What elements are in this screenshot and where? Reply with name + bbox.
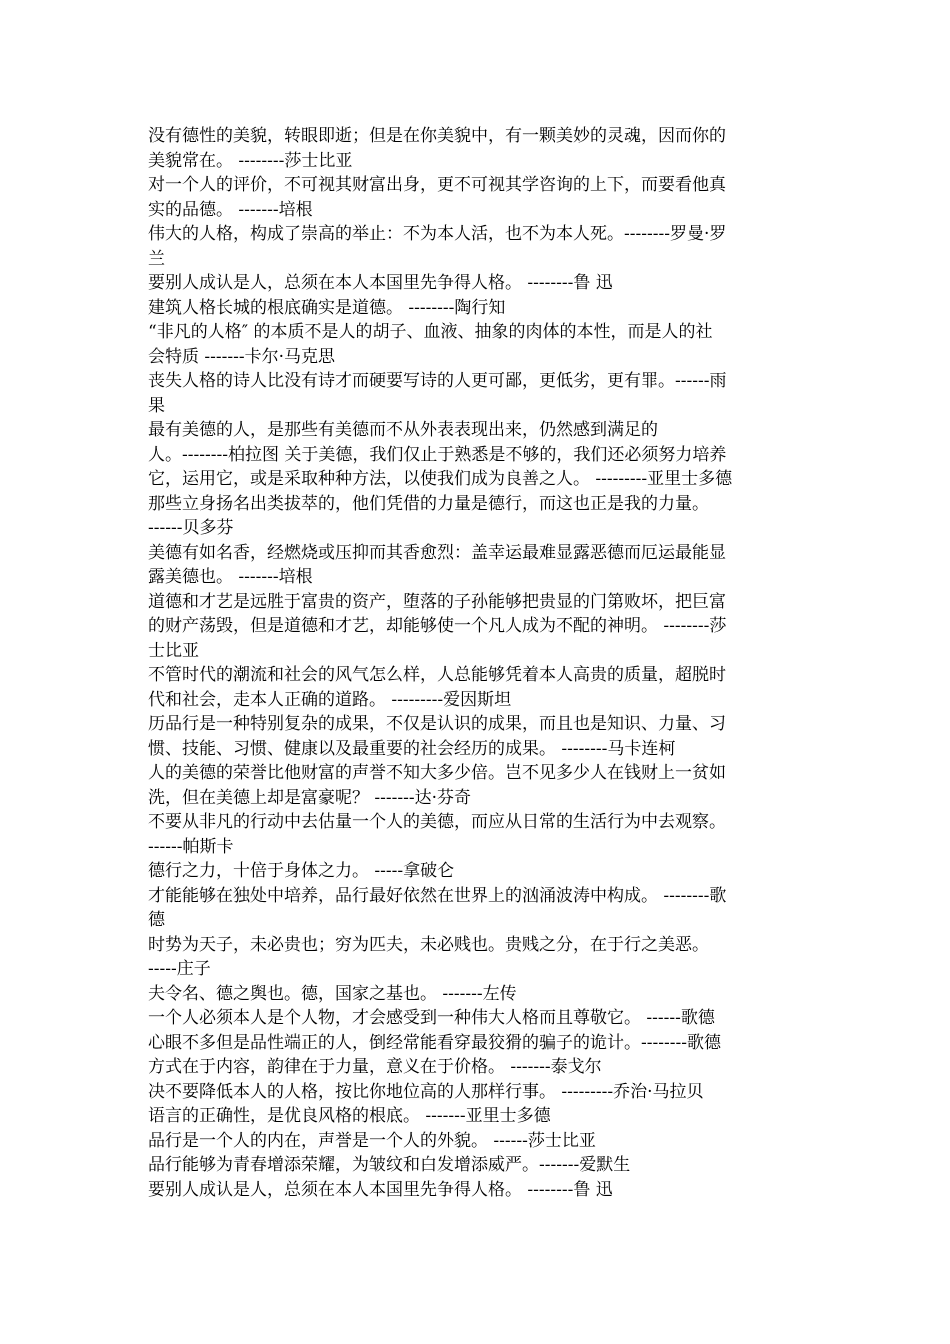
text-line: 要别人成认是人，总须在本人本国里先争得人格。 --------鲁 迅 <box>148 273 613 293</box>
text-line: 才能能够在独处中培养，品行最好依然在世界上的汹涌波涛中构成。 --------歌 <box>148 885 727 906</box>
text-line: 洗，但在美德上却是富豪呢？ -------达·芬奇 <box>148 787 472 808</box>
text-line: 不要从非凡的行动中去估量一个人的美德，而应从日常的生活行为中去观察。 <box>148 812 726 832</box>
text-line: 人。--------柏拉图 关于美德，我们仅止于熟悉是不够的，我们还必须努力培养 <box>148 444 727 465</box>
text-line: 决不要降低本人的人格，按比你地位高的人那样行事。 ---------乔治·马拉贝 <box>148 1081 704 1102</box>
text-line: 时势为天子，未必贵也；穷为匹夫，未必贱也。贵贱之分，在于行之美恶。 <box>148 934 709 955</box>
text-line: 人的美德的荣誉比他财富的声誉不知大多少倍。岂不见多少人在钱财上一贫如 <box>148 763 726 783</box>
text-line: 会特质 -------卡尔·马克思 <box>148 346 336 367</box>
text-line: 果 <box>148 395 165 416</box>
text-line: 历品行是一种特别复杂的成果，不仅是认识的成果，而且也是知识、力量、习 <box>148 714 726 734</box>
text-line: 德 <box>148 910 165 930</box>
text-line: 要别人成认是人，总须在本人本国里先争得人格。 --------鲁 迅 <box>148 1179 613 1200</box>
text-line: 方式在于内容，韵律在于力量，意义在于价格。 -------泰戈尔 <box>148 1057 602 1077</box>
text-line: 兰 <box>148 248 165 269</box>
text-line: 德行之力，十倍于身体之力。 -----拿破仑 <box>148 861 455 881</box>
text-line: “非凡的人格″ 的本质不是人的胡子、血液、抽象的肉体的本性，而是人的社 <box>148 322 713 342</box>
text-line: 语言的正确性，是优良风格的根底。 -------亚里士多德 <box>148 1106 551 1126</box>
text-line: 的财产荡毁，但是道德和才艺，却能够使一个凡人成为不配的神明。 --------莎 <box>148 616 727 636</box>
text-line: 丧失人格的诗人比没有诗才而硬要写诗的人更可鄙，更低劣，更有罪。------雨 <box>148 371 727 391</box>
text-line: 那些立身扬名出类拔萃的，他们凭借的力量是德行，而这也正是我的力量。 <box>148 493 709 514</box>
text-line: 美德有如名香，经燃烧或压抑而其香愈烈：盖幸运最难显露恶德而厄运最能显 <box>148 542 726 563</box>
text-line: 心眼不多但是品性端正的人，倒经常能看穿最狡猾的骗子的诡计。--------歌德 <box>148 1032 721 1053</box>
text-line: 伟大的人格，构成了崇高的举止：不为本人活，也不为本人死。--------罗曼·罗 <box>148 224 727 244</box>
text-line: 最有美德的人，是那些有美德而不从外表表现出来，仍然感到满足的 <box>148 420 658 440</box>
text-line: 美貌常在。 --------莎士比亚 <box>148 150 353 171</box>
text-line: ------贝多芬 <box>148 518 234 538</box>
text-line: 夫令名、德之舆也。德，国家之基也。 -------左传 <box>148 983 517 1004</box>
text-line: 实的品德。 -------培根 <box>148 199 313 220</box>
text-line: ------帕斯卡 <box>148 836 234 857</box>
quote-text-body <box>148 124 808 1202</box>
text-line: 它，运用它，或是采取种种方法，以使我们成为良善之人。 ---------亚里士多德 <box>148 469 733 489</box>
text-line: 惯、技能、习惯、健康以及最重要的社会经历的成果。 --------马卡连柯 <box>148 738 676 759</box>
text-line: 建筑人格长城的根底确实是道德。 --------陶行知 <box>148 297 506 318</box>
text-line: 士比亚 <box>148 640 199 661</box>
text-line: 露美德也。 -------培根 <box>148 567 313 587</box>
text-line: 道德和才艺是远胜于富贵的资产，堕落的子孙能够把贵显的门第败坏，把巨富 <box>148 591 726 612</box>
text-line: -----庄子 <box>148 959 211 979</box>
text-line: 品行能够为青春增添荣耀，为皱纹和白发增添威严。-------爱默生 <box>148 1155 631 1175</box>
text-line: 不管时代的潮流和社会的风气怎么样，人总能够凭着本人高贵的质量，超脱时 <box>148 665 726 685</box>
text-line: 一个人必须本人是个人物，才会感受到一种伟大人格而且尊敬它。 ------歌德 <box>148 1008 715 1028</box>
text-line: 代和社会，走本人正确的道路。 ---------爱因斯坦 <box>148 689 512 710</box>
text-line: 没有德性的美貌，转眼即逝；但是在你美貌中，有一颗美妙的灵魂，因而你的 <box>148 126 726 146</box>
text-line: 对一个人的评价，不可视其财富出身，更不可视其学咨询的上下，而要看他真 <box>148 175 726 195</box>
text-line: 品行是一个人的内在，声誉是一个人的外貌。 ------莎士比亚 <box>148 1130 596 1151</box>
